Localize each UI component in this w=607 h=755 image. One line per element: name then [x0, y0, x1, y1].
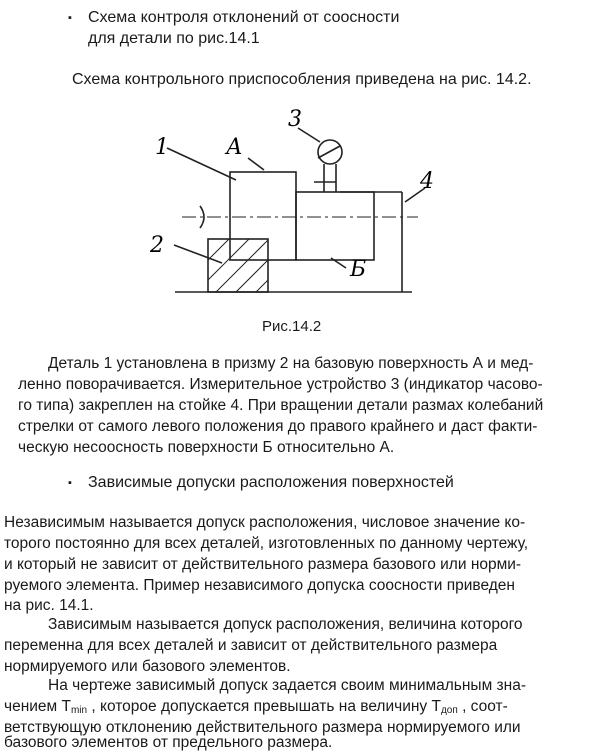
para2-line: руемого элемента. Пример независимого допуска соосности приведен: [4, 577, 515, 594]
heading-line-2: для детали по рис.14.1: [88, 30, 260, 47]
label-3: 3: [288, 107, 302, 132]
para2-line: торого постоянно для всех деталей, изготовленных по данному чертежу,: [4, 535, 529, 552]
heading-line-1: Схема контроля отклонений от соосности: [88, 9, 400, 26]
para1-line: ческую несоосность поверхности Б относительно А.: [18, 439, 395, 456]
para3-line: Зависимым называется допуск расположения, величина которого: [48, 616, 523, 633]
para1-line: стрелки от самого левого положения до правого крайнего и даст факти-: [18, 418, 538, 435]
section-heading: Зависимые допуски расположения поверхностей: [88, 474, 454, 491]
para1-line: го типа) закреплен на стойке 4. При вращении детали размах колебаний: [18, 397, 544, 414]
para4-text: , которое допускается превышать на величину T: [87, 698, 441, 715]
para3-line: переменна для всех деталей и зависит от действительного размера: [4, 637, 498, 654]
t-dop-subscript: доп: [440, 705, 458, 716]
para4-line: На чертеже зависимый допуск задается своим минимальным зна-: [48, 677, 526, 694]
bullet-marker: ▪: [68, 12, 72, 24]
para4-text: чением T: [4, 698, 71, 715]
para4-line: базового элементов от предельного размера.: [4, 734, 333, 751]
para2-line: Независимым называется допуск расположения, числовое значение ко-: [4, 514, 526, 531]
para3-line: нормируемого или базового элементов.: [4, 658, 291, 675]
t-min-subscript: min: [70, 705, 88, 716]
para2-line: и который не зависит от действительного размера базового или норми-: [4, 556, 522, 573]
para4-text: , соот-: [457, 698, 508, 715]
intro-text: Схема контрольного приспособления приведена на рис. 14.2.: [72, 71, 532, 88]
label-A: А: [226, 135, 243, 160]
label-4: 4: [420, 169, 434, 194]
para1-line: ленно поворачивается. Измерительное устройство 3 (индикатор часово-: [18, 376, 543, 393]
figure-14-2: [140, 100, 434, 305]
label-B: Б: [350, 257, 367, 282]
figure-caption: Рис.14.2: [262, 318, 322, 335]
label-2: 2: [150, 233, 164, 258]
label-1: 1: [155, 135, 169, 160]
para2-line: на рис. 14.1.: [4, 597, 94, 614]
para4-line: ветствующую отклонению действительного размера нормируемого или: [4, 719, 521, 736]
para1-line: Деталь 1 установлена в призму 2 на базовую поверхность А и мед-: [48, 355, 534, 372]
bullet-marker: ▪: [68, 477, 72, 489]
